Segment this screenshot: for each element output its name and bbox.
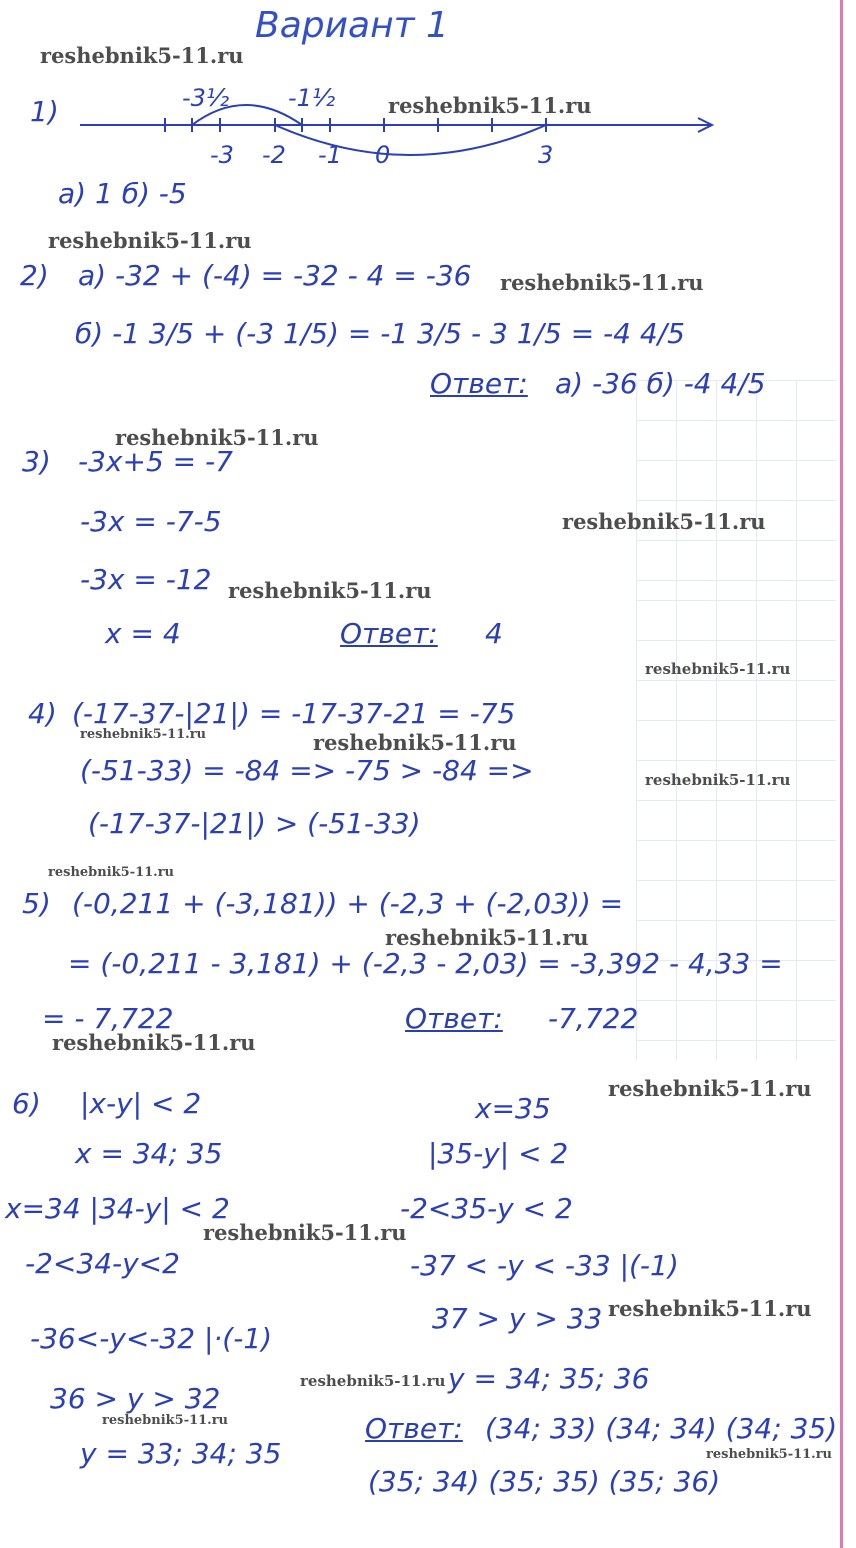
tick-label-3: 3 [538, 141, 554, 169]
page-title: Вариант 1 [255, 5, 449, 46]
task5-label: 5) [22, 887, 51, 920]
watermark: reshebnik5-11.ru [608, 1296, 812, 1321]
watermark: reshebnik5-11.ru [40, 43, 244, 68]
task1-answer: а) 1 б) -5 [58, 177, 187, 210]
task4-line-2: (-51-33) = -84 => -75 > -84 => [80, 754, 534, 787]
task6-label: 6) [12, 1087, 41, 1120]
task4-label: 4) [28, 697, 57, 730]
task6-left-5: -36<-y<-32 |·(-1) [30, 1322, 273, 1355]
task1-mark-right: -1½ [288, 84, 336, 112]
task5-answer: -7,722 [548, 1002, 639, 1035]
watermark: reshebnik5-11.ru [80, 727, 207, 742]
task3-line-4: x = 4 [105, 617, 181, 650]
watermark: reshebnik5-11.ru [645, 771, 791, 789]
task6-right-2: |35-y| < 2 [428, 1137, 569, 1170]
task6-left-2: x = 34; 35 [75, 1137, 223, 1170]
graph-paper-grid-top [636, 380, 836, 600]
watermark: reshebnik5-11.ru [562, 509, 766, 534]
watermark: reshebnik5-11.ru [300, 1372, 446, 1390]
task3-label: 3) [22, 445, 51, 478]
watermark: reshebnik5-11.ru [313, 730, 517, 755]
task3-line-3: -3x = -12 [80, 563, 212, 596]
task6-answer-line-1: (34; 33) (34; 34) (34; 35) [485, 1412, 838, 1445]
watermark: reshebnik5-11.ru [48, 228, 252, 253]
task2-answer-label: Ответ: [430, 367, 528, 400]
watermark: reshebnik5-11.ru [706, 1447, 833, 1462]
task6-left-7: y = 33; 34; 35 [80, 1437, 282, 1470]
task6-right-5: 37 > y > 33 [432, 1302, 603, 1335]
task1-label: 1) [30, 95, 59, 128]
task5-line-1: (-0,211 + (-3,181)) + (-2,3 + (-2,03)) = [72, 887, 624, 920]
task6-right-3: -2<35-y < 2 [400, 1192, 573, 1225]
task2-line-a: а) -32 + (-4) = -32 - 4 = -36 [78, 259, 472, 292]
watermark: reshebnik5-11.ru [115, 425, 319, 450]
task3-answer-label: Ответ: [340, 617, 438, 650]
task4-line-3: (-17-37-|21|) > (-51-33) [88, 807, 421, 840]
task3-answer: 4 [485, 617, 503, 650]
watermark: reshebnik5-11.ru [385, 925, 589, 950]
task6-left-3: x=34 |34-y| < 2 [5, 1192, 230, 1225]
watermark: reshebnik5-11.ru [52, 1030, 256, 1055]
task6-answer-line-2: (35; 34) (35; 35) (35; 36) [368, 1465, 721, 1498]
tick-label-0: 0 [375, 141, 391, 169]
tick-label-minus3: -3 [210, 141, 234, 169]
task6-left-4: -2<34-y<2 [25, 1247, 180, 1280]
watermark: reshebnik5-11.ru [608, 1076, 812, 1101]
watermark: reshebnik5-11.ru [228, 578, 432, 603]
task2-line-b: б) -1 3/5 + (-3 1/5) = -1 3/5 - 3 1/5 = -4 4/5 [75, 317, 685, 350]
watermark: reshebnik5-11.ru [48, 865, 175, 880]
task4-line-1: (-17-37-|21|) = -17-37-21 = -75 [72, 697, 516, 730]
tick-label-minus1: -1 [318, 141, 342, 169]
margin-line [840, 0, 843, 1548]
watermark: reshebnik5-11.ru [388, 93, 592, 118]
task5-answer-label: Ответ: [405, 1002, 503, 1035]
task3-line-2: -3x = -7-5 [80, 505, 222, 538]
task2-answer: а) -36 б) -4 4/5 [555, 367, 766, 400]
task6-right-6: y = 34; 35; 36 [448, 1362, 650, 1395]
task6-left-6: 36 > y > 32 [50, 1382, 221, 1415]
task6-right-1: x=35 [475, 1092, 551, 1125]
watermark: reshebnik5-11.ru [102, 1413, 229, 1428]
task6-right-4: -37 < -y < -33 |(-1) [410, 1249, 679, 1282]
task3-line-1: -3x+5 = -7 [78, 445, 233, 478]
task6-answer-label: Ответ: [365, 1412, 463, 1445]
task6-left-1: |x-y| < 2 [80, 1087, 202, 1120]
task5-line-3: = - 7,722 [42, 1002, 174, 1035]
task5-line-2: = (-0,211 - 3,181) + (-2,3 - 2,03) = -3,392 - 4,33 = [68, 947, 783, 980]
task1-mark-left: -3½ [182, 84, 230, 112]
watermark: reshebnik5-11.ru [203, 1220, 407, 1245]
watermark: reshebnik5-11.ru [645, 660, 791, 678]
task2-label: 2) [20, 259, 49, 292]
watermark: reshebnik5-11.ru [500, 270, 704, 295]
tick-label-minus2: -2 [262, 141, 286, 169]
